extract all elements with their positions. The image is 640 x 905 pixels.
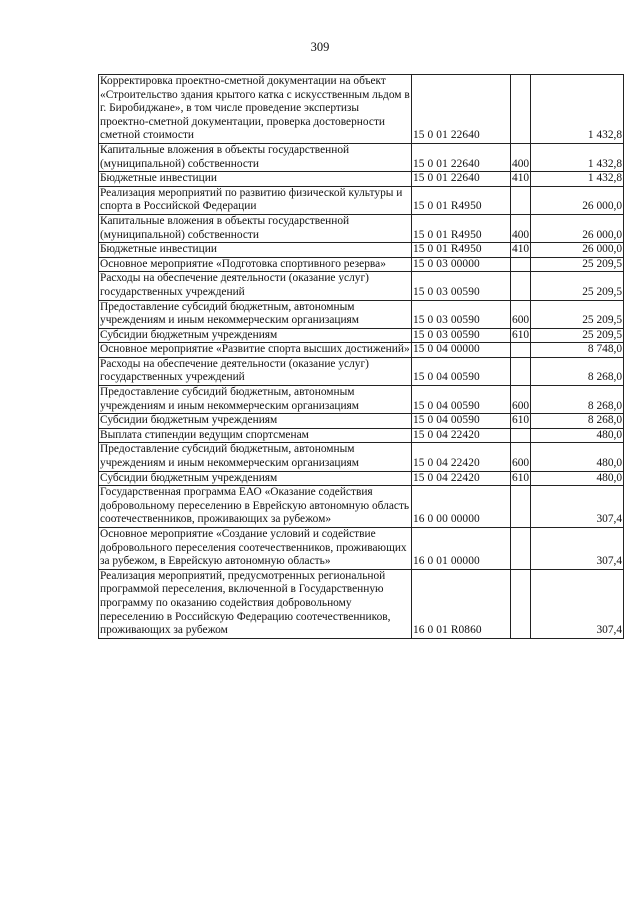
row-name-cell: Капитальные вложения в объекты государственной (муниципальной) собственности xyxy=(99,143,412,171)
row-code-cell: 15 0 01 22640 xyxy=(412,143,511,171)
row-amount-cell: 1 432,8 xyxy=(531,172,624,187)
row-code-cell: 15 0 04 00590 xyxy=(412,414,511,429)
row-expense-type-cell xyxy=(511,428,531,443)
row-amount-cell: 480,0 xyxy=(531,471,624,486)
table-row xyxy=(99,186,624,214)
row-name-cell: Реализация мероприятий по развитию физической культуры и спорта в Российской Федерации xyxy=(99,186,412,214)
row-amount-cell: 480,0 xyxy=(531,443,624,471)
row-amount-cell: 8 268,0 xyxy=(531,357,624,385)
budget-table-body xyxy=(99,75,624,639)
table-row xyxy=(99,357,624,385)
row-code-cell: 15 0 04 22420 xyxy=(412,471,511,486)
row-name-cell: Капитальные вложения в объекты государственной (муниципальной) собственности xyxy=(99,214,412,242)
table-row xyxy=(99,172,624,187)
row-name-cell: Бюджетные инвестиции xyxy=(99,172,412,187)
row-code-cell: 15 0 03 00000 xyxy=(412,257,511,272)
table-row xyxy=(99,569,624,638)
row-name-cell: Субсидии бюджетным учреждениям xyxy=(99,471,412,486)
row-name-cell: Основное мероприятие «Подготовка спортивного резерва» xyxy=(99,257,412,272)
row-name-cell: Субсидии бюджетным учреждениям xyxy=(99,414,412,429)
row-amount-cell: 8 268,0 xyxy=(531,386,624,414)
row-code-cell: 15 0 01 R4950 xyxy=(412,243,511,258)
row-amount-cell: 25 209,5 xyxy=(531,272,624,300)
row-name-cell: Основное мероприятие «Развитие спорта высших достижений» xyxy=(99,343,412,358)
row-name-cell: Бюджетные инвестиции xyxy=(99,243,412,258)
row-code-cell: 15 0 04 00000 xyxy=(412,343,511,358)
row-amount-cell: 8 268,0 xyxy=(531,414,624,429)
table-row xyxy=(99,214,624,242)
row-name-cell: Реализация мероприятий, предусмотренных региональной программой переселения, включенной в Государственную программу по оказанию содействия добровольному переселению в Российскую Федерацию соотечественников, проживающих за рубежом xyxy=(99,569,412,638)
row-amount-cell: 26 000,0 xyxy=(531,186,624,214)
table-row xyxy=(99,386,624,414)
row-expense-type-cell xyxy=(511,186,531,214)
table-row xyxy=(99,528,624,570)
row-code-cell: 15 0 01 R4950 xyxy=(412,186,511,214)
row-name-cell: Предоставление субсидий бюджетным, автономным учреждениям и иным некоммерческим организациям xyxy=(99,443,412,471)
row-amount-cell: 307,4 xyxy=(531,569,624,638)
row-name-cell: Государственная программа ЕАО «Оказание содействия добровольному переселению в Еврейскую автономную область соотечественников, проживающих за рубежом» xyxy=(99,486,412,528)
row-code-cell: 15 0 03 00590 xyxy=(412,272,511,300)
budget-table xyxy=(98,74,624,639)
row-amount-cell: 25 209,5 xyxy=(531,328,624,343)
table-row xyxy=(99,471,624,486)
row-code-cell: 15 0 01 22640 xyxy=(412,75,511,144)
table-row xyxy=(99,300,624,328)
row-expense-type-cell: 410 xyxy=(511,172,531,187)
row-amount-cell: 1 432,8 xyxy=(531,143,624,171)
row-expense-type-cell xyxy=(511,75,531,144)
row-code-cell: 15 0 04 00590 xyxy=(412,357,511,385)
row-expense-type-cell: 400 xyxy=(511,143,531,171)
table-row xyxy=(99,414,624,429)
row-amount-cell: 25 209,5 xyxy=(531,300,624,328)
row-amount-cell: 26 000,0 xyxy=(531,214,624,242)
row-expense-type-cell: 400 xyxy=(511,214,531,242)
table-row xyxy=(99,75,624,144)
table-row xyxy=(99,243,624,258)
row-expense-type-cell xyxy=(511,357,531,385)
row-name-cell: Предоставление субсидий бюджетным, автономным учреждениям и иным некоммерческим организациям xyxy=(99,300,412,328)
row-amount-cell: 8 748,0 xyxy=(531,343,624,358)
row-amount-cell: 480,0 xyxy=(531,428,624,443)
row-name-cell: Предоставление субсидий бюджетным, автономным учреждениям и иным некоммерческим организациям xyxy=(99,386,412,414)
row-expense-type-cell xyxy=(511,272,531,300)
row-expense-type-cell xyxy=(511,257,531,272)
row-code-cell: 15 0 04 22420 xyxy=(412,443,511,471)
row-name-cell: Расходы на обеспечение деятельности (оказание услуг) государственных учреждений xyxy=(99,272,412,300)
table-row xyxy=(99,428,624,443)
row-code-cell: 15 0 03 00590 xyxy=(412,300,511,328)
row-expense-type-cell xyxy=(511,569,531,638)
row-amount-cell: 26 000,0 xyxy=(531,243,624,258)
row-code-cell: 15 0 03 00590 xyxy=(412,328,511,343)
row-expense-type-cell: 610 xyxy=(511,328,531,343)
row-code-cell: 15 0 04 22420 xyxy=(412,428,511,443)
row-expense-type-cell: 600 xyxy=(511,443,531,471)
table-row xyxy=(99,343,624,358)
row-expense-type-cell: 600 xyxy=(511,386,531,414)
row-name-cell: Субсидии бюджетным учреждениям xyxy=(99,328,412,343)
row-expense-type-cell: 600 xyxy=(511,300,531,328)
row-code-cell: 16 0 01 00000 xyxy=(412,528,511,570)
table-row xyxy=(99,486,624,528)
row-name-cell: Расходы на обеспечение деятельности (оказание услуг) государственных учреждений xyxy=(99,357,412,385)
table-row xyxy=(99,443,624,471)
row-code-cell: 15 0 01 R4950 xyxy=(412,214,511,242)
row-expense-type-cell: 410 xyxy=(511,243,531,258)
row-expense-type-cell xyxy=(511,343,531,358)
table-row xyxy=(99,143,624,171)
row-expense-type-cell: 610 xyxy=(511,471,531,486)
row-amount-cell: 307,4 xyxy=(531,486,624,528)
row-amount-cell: 25 209,5 xyxy=(531,257,624,272)
row-expense-type-cell xyxy=(511,528,531,570)
row-name-cell: Корректировка проектно-сметной документации на объект «Строительство здания крытого катка с искусственным льдом в г. Биробиджане», в том числе проведение экспертизы проектно-сметной документации, проверка достоверности сметной стоимости xyxy=(99,75,412,144)
row-expense-type-cell: 610 xyxy=(511,414,531,429)
row-code-cell: 15 0 04 00590 xyxy=(412,386,511,414)
row-code-cell: 15 0 01 22640 xyxy=(412,172,511,187)
table-row xyxy=(99,328,624,343)
row-amount-cell: 307,4 xyxy=(531,528,624,570)
table-row xyxy=(99,257,624,272)
row-name-cell: Основное мероприятие «Создание условий и содействие добровольного переселения соотечественников, проживающих за рубежом, в Еврейскую автономную область» xyxy=(99,528,412,570)
row-expense-type-cell xyxy=(511,486,531,528)
page-number: 309 xyxy=(310,40,330,54)
row-amount-cell: 1 432,8 xyxy=(531,75,624,144)
row-code-cell: 16 0 00 00000 xyxy=(412,486,511,528)
table-row xyxy=(99,272,624,300)
row-name-cell: Выплата стипендии ведущим спортсменам xyxy=(99,428,412,443)
row-code-cell: 16 0 01 R0860 xyxy=(412,569,511,638)
